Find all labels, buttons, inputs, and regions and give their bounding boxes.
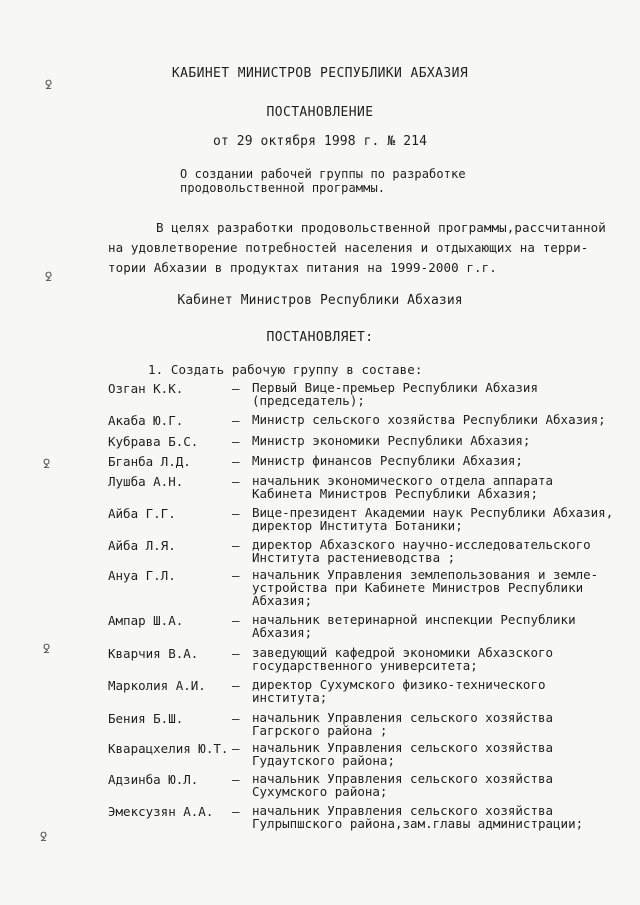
member-role-line: Гагрского района ; (252, 723, 388, 738)
member-name: Бганба Л.Д. (108, 454, 191, 469)
member-role-line: заведующий кафедрой экономики Абхазского (252, 645, 554, 660)
member-role-line: Министр финансов Республики Абхазия; (252, 453, 523, 468)
margin-hole-mark: ꝿ (45, 78, 53, 92)
member-role (252, 741, 553, 767)
member-role (252, 678, 546, 704)
member-name: Эмексузян А.А. (108, 804, 214, 819)
member-role-line: директор Института Ботаники; (252, 518, 463, 533)
member-role-line: Абхазия; (252, 593, 313, 608)
member-role-line: Кабинета Министров Республики Абхазия; (252, 486, 538, 501)
member-role (252, 804, 583, 830)
issuing-authority: Кабинет Министров Республики Абхазия (177, 293, 463, 308)
member-role-line: Гудаутского района; (252, 753, 395, 768)
member-dash: – (232, 678, 240, 693)
member-dash: – (232, 741, 240, 756)
preamble-paragraph (108, 218, 623, 278)
member-role (252, 454, 523, 467)
member-role (252, 434, 530, 447)
document-date-number: от 29 октября 1998 г. № 214 (212, 134, 428, 149)
member-name: Айба Л.Я. (108, 538, 176, 553)
member-role (252, 568, 598, 607)
decree-item-1: 1. Создать рабочую группу в составе: (148, 362, 423, 377)
member-role-line: Министр сельского хозяйства Республики Абхазия; (252, 412, 606, 427)
member-dash: – (232, 474, 240, 489)
member-role-line: директор Сухумского физико-технического (252, 677, 546, 692)
member-dash: – (232, 711, 240, 726)
member-dash: – (232, 413, 240, 428)
member-role (252, 506, 613, 532)
member-name: Айба Г.Г. (108, 506, 176, 521)
member-role (252, 538, 591, 564)
member-role-line: государственного университета; (252, 658, 478, 673)
preamble-line: В целях разработки продовольственной программы,рассчитанной (156, 220, 606, 235)
margin-hole-mark: ꝿ (43, 457, 51, 471)
member-role (252, 613, 576, 639)
member-role-line: Сухумского района; (252, 784, 388, 799)
member-name: Адзинба Ю.Л. (108, 772, 199, 787)
member-name: Ануа Г.Л. (108, 568, 176, 583)
member-name: Кварчия В.А. (108, 646, 199, 661)
member-role-line: начальник Управления сельского хозяйства (252, 771, 554, 786)
member-name: Кварацхелия Ю.Т. (108, 741, 229, 756)
document-title: КАБИНЕТ МИНИСТРОВ РЕСПУБЛИКИ АБХАЗИЯ (171, 66, 469, 81)
member-role (252, 474, 553, 500)
member-dash: – (232, 434, 240, 449)
member-role-line: начальник Управления землепользования и земле- (252, 567, 599, 582)
margin-hole-mark: ꝿ (40, 830, 48, 844)
member-role-line: начальник Управления сельского хозяйства (252, 710, 554, 725)
member-role-line: начальник Управления сельского хозяйства (252, 803, 554, 818)
member-dash: – (232, 568, 240, 583)
member-name: Ампар Ш.А. (108, 613, 184, 628)
member-role-line: Абхазия; (252, 625, 313, 640)
margin-hole-mark: ꝿ (43, 642, 51, 656)
member-role-line: Первый Вице-премьер Республики Абхазия (252, 380, 538, 395)
member-dash: – (232, 613, 240, 628)
member-role-line: Института растениеводства ; (252, 550, 456, 565)
member-role (252, 381, 538, 407)
member-role-line: Министр экономики Республики Абхазия; (252, 433, 531, 448)
member-role-line: начальник экономического отдела аппарата (252, 473, 554, 488)
member-role-line: начальник ветеринарной инспекции Республики (252, 612, 576, 627)
member-dash: – (232, 646, 240, 661)
member-role-line: директор Абхазского научно-исследовательского (252, 537, 591, 552)
member-name: Озган К.К. (108, 381, 184, 396)
member-name: Бения Б.Ш. (108, 711, 184, 726)
member-dash: – (232, 772, 240, 787)
member-dash: – (232, 506, 240, 521)
preamble-line: на удовлетворение потребностей населения и отдыхающих на терри- (108, 240, 589, 255)
member-role-line: Вице-президент Академии наук Республики Абхазия, (252, 505, 614, 520)
member-role (252, 413, 606, 426)
document-subject (180, 167, 466, 195)
member-role-line: Гулрыпшского района,зам.главы администрации; (252, 816, 584, 831)
member-dash: – (232, 804, 240, 819)
member-role (252, 646, 553, 672)
member-role-line: начальник Управления сельского хозяйства (252, 740, 554, 755)
member-role (252, 772, 553, 798)
member-name: Кубрава Б.С. (108, 434, 199, 449)
document-type: ПОСТАНОВЛЕНИЕ (266, 105, 374, 120)
member-name: Акаба Ю.Г. (108, 413, 184, 428)
member-dash: – (232, 454, 240, 469)
member-role-line: (председатель); (252, 393, 365, 408)
member-name: Марколия А.И. (108, 678, 206, 693)
preamble-line: тории Абхазии в продуктах питания на 1999-2000 г.г. (108, 260, 497, 275)
member-role (252, 711, 553, 737)
member-dash: – (232, 381, 240, 396)
decree-heading: ПОСТАНОВЛЯЕТ: (266, 330, 374, 345)
member-role-line: института; (252, 690, 328, 705)
member-role-line: устройства при Кабинете Министров Республики (252, 580, 584, 595)
member-name: Лушба А.Н. (108, 474, 184, 489)
subject-line: продовольственной программы. (180, 181, 386, 195)
subject-line: О создании рабочей группы по разработке (180, 167, 466, 181)
member-dash: – (232, 538, 240, 553)
margin-hole-mark: ꝿ (45, 270, 53, 284)
